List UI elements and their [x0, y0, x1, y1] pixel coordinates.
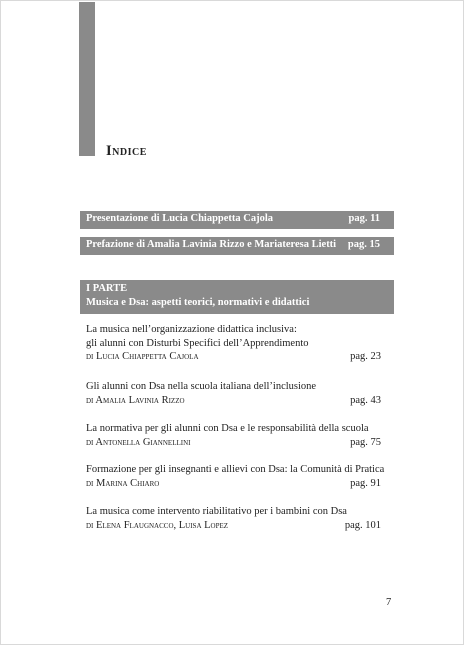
toc-entry-page: pag. 23	[350, 351, 381, 362]
toc-entry-author: di Antonella Giannellini	[86, 436, 191, 448]
section-header-part-one	[80, 280, 394, 314]
toc-entry-page: pag. 11	[348, 213, 380, 224]
page-number: 7	[386, 597, 392, 608]
toc-entry-page: pag. 101	[344, 519, 381, 531]
toc-entry-author: di Marina Chiaro	[86, 477, 160, 489]
toc-entry-4[interactable]	[86, 463, 387, 490]
toc-entry-page: pag. 15	[347, 239, 380, 250]
toc-entry-title-line: La normativa per gli alunni con Dsa e le responsabilità della scuola	[86, 423, 369, 434]
toc-entry-2[interactable]	[86, 380, 387, 407]
toc-entry-author: di Elena Flaugnacco, Luisa Lopez	[86, 519, 229, 531]
toc-entry-author: di Amalia Lavinia Rizzo	[86, 394, 185, 406]
section-subtitle: Musica e Dsa: aspetti teorici, normativi e didattici	[86, 297, 310, 308]
toc-entry-prefazione[interactable]	[80, 237, 394, 255]
toc-entry-title-line: gli alunni con Disturbi Specifici dell’Apprendimento	[86, 337, 309, 349]
page-title: Indice	[106, 143, 147, 159]
toc-entry-title-line: La musica nell’organizzazione didattica inclusiva:	[86, 324, 297, 335]
toc-entry-page: pag. 43	[350, 394, 381, 406]
toc-entry-1[interactable]	[86, 323, 387, 364]
toc-entry-3[interactable]	[86, 422, 387, 449]
decorative-vertical-bar	[79, 2, 95, 156]
toc-entry-label: Prefazione di Amalia Lavinia Rizzo e Mariateresa Lietti	[86, 239, 337, 250]
toc-entry-label: Presentazione di Lucia Chiappetta Cajola	[86, 213, 274, 224]
toc-entry-5[interactable]	[86, 505, 387, 532]
toc-entry-page: pag. 75	[350, 436, 381, 448]
section-label: I PARTE	[86, 283, 128, 294]
toc-entry-title-line: Gli alunni con Dsa nella scuola italiana dell’inclusione	[86, 381, 317, 392]
toc-entry-presentazione[interactable]	[80, 211, 394, 229]
toc-entry-title-line: La musica come intervento riabilitativo per i bambini con Dsa	[86, 506, 347, 517]
toc-entry-page: pag. 91	[350, 477, 381, 489]
toc-entry-title-line: Formazione per gli insegnanti e allievi con Dsa: la Comunità di Pratica	[86, 464, 385, 475]
toc-entry-author: di Lucia Chiappetta Cajola	[86, 351, 199, 362]
